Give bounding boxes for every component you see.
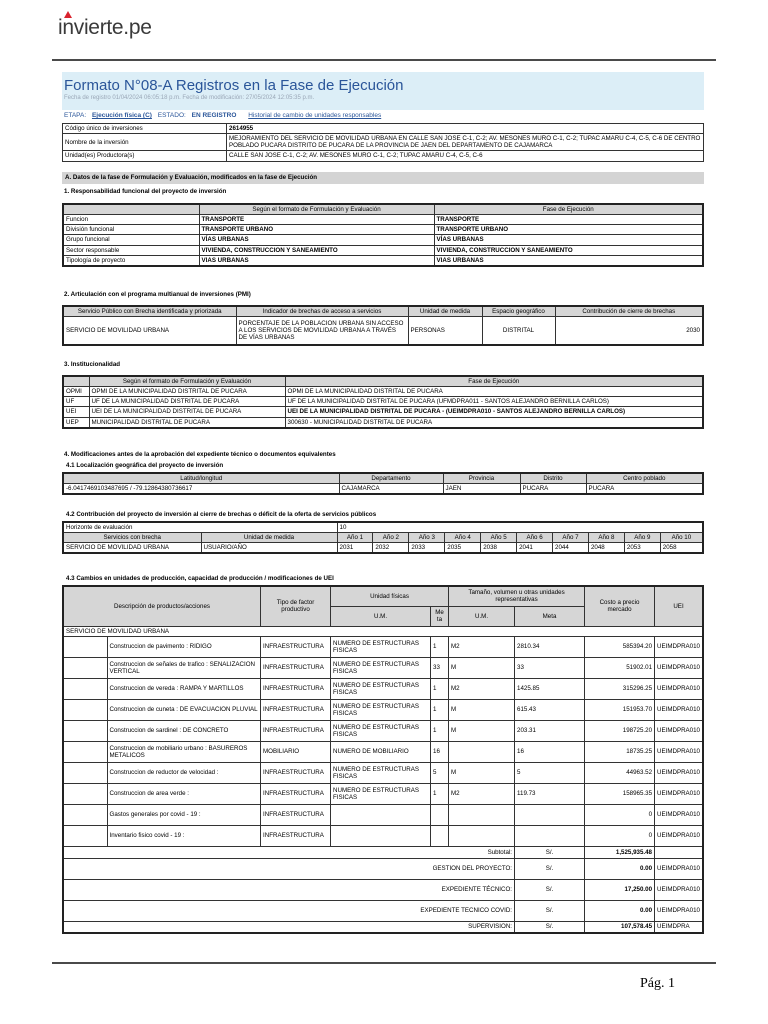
s42-header: Año 3 [409, 533, 445, 543]
total-uei [655, 846, 703, 858]
desc-cell: Construccion de señales de trafico : SENALIZACION VERTICAL [107, 657, 261, 678]
s43-header-um2: U.M. [449, 606, 515, 626]
row-label: UEI [63, 407, 89, 417]
total-currency: S/. [515, 900, 585, 921]
s42-header: Año 6 [517, 533, 553, 543]
table-row [63, 387, 703, 397]
item-row [63, 657, 703, 678]
tipo-cell: INFRAESTRUCTURA [261, 825, 331, 846]
ej-value: VÍAS URBANAS [434, 235, 703, 245]
distrito-cell: PUCARA [520, 484, 586, 495]
tipo-cell: INFRAESTRUCTURA [261, 762, 331, 783]
tipo-cell: INFRAESTRUCTURA [261, 657, 331, 678]
s42-title: 4.2 Contribución del proyecto de inversión al cierre de brechas o déficit de la oferta de servicios públicos [66, 511, 377, 518]
s41-table [62, 472, 704, 495]
desc-cell: Construccion de cuneta : DE EVACUACION PLUVIAL [107, 699, 261, 720]
meta-short-cell [431, 825, 449, 846]
uei-cell: UEIMDPRA010 [655, 804, 703, 825]
total-uei: UEIMDPRA010 [655, 879, 703, 900]
s43-header-um: U.M. [331, 606, 431, 626]
s3-blank-header [63, 376, 89, 387]
item-row [63, 636, 703, 657]
ej-value: VIVIENDA, CONSTRUCCION Y SANEAMIENTO [434, 245, 703, 255]
um2-cell [449, 825, 515, 846]
record-dates: Fecha de registro 01/04/2024 06:05:18 p.m. Fecha de modificación: 27/05/2024 12:05:35 p.m. [64, 95, 315, 101]
s42-header: Año 5 [481, 533, 517, 543]
tipo-cell: INFRAESTRUCTURA [261, 720, 331, 741]
s43-header-tipo: Tipo de factor productivo [261, 586, 331, 626]
fe-value: MUNICIPALIDAD DISTRITAL DE PUCARA [89, 417, 285, 428]
s42-header: Año 10 [660, 533, 703, 543]
indent-cell [63, 720, 107, 741]
indent-cell [63, 699, 107, 720]
costo-cell: 18735.25 [585, 741, 655, 762]
um-cell: NUMERO DE ESTRUCTURAS FISICAS [331, 699, 431, 720]
total-label: SUPERVISION: [63, 921, 515, 933]
s43-header-fisicas: Unidad físicas [331, 586, 449, 606]
costo-cell: 315296.25 [585, 678, 655, 699]
year-cell: 2044 [553, 543, 589, 554]
fe-value: UEI DE LA MUNICIPALIDAD DISTRITAL DE PUCARA [89, 407, 285, 417]
meta-short-cell: 1 [431, 720, 449, 741]
s43-header-costo: Costo a precio mercado [585, 586, 655, 626]
s2-header: Indicador de brechas de acceso a servicios [236, 306, 408, 317]
table-row [63, 407, 703, 417]
costo-cell: 0 [585, 825, 655, 846]
uei-cell: UEIMDPRA010 [655, 825, 703, 846]
info-value: 2614955 [227, 124, 704, 134]
logo-mark-icon [64, 11, 72, 18]
row-label: Grupo funcional [63, 235, 199, 245]
um2-cell: M2 [449, 678, 515, 699]
s42-header: Año 9 [624, 533, 660, 543]
item-row [63, 783, 703, 804]
bottom-divider [52, 962, 716, 964]
um2-cell: M [449, 720, 515, 741]
s43-header-uei: UEI [655, 586, 703, 626]
info-row [63, 124, 704, 134]
info-label: Unidad(es) Productora(s) [63, 151, 227, 161]
s1-blank-header [63, 204, 199, 215]
s1-title: 1. Responsabilidad funcional del proyecto de inversión [64, 188, 227, 195]
row-label: Funcion [63, 215, 199, 225]
s4-title: 4. Modificaciones antes de la aprobación del expediente técnico o documentos equivalentes [64, 451, 336, 458]
uei-cell: UEIMDPRA010 [655, 657, 703, 678]
total-row [63, 879, 703, 900]
um-cell: NUMERO DE ESTRUCTURAS FISICAS [331, 720, 431, 741]
s41-title: 4.1 Localización geográfica del proyecto de inversión [66, 462, 224, 469]
row-label: Tipología de proyecto [63, 255, 199, 266]
total-label: EXPEDIENTE TECNICO COVID: [63, 900, 515, 921]
uei-cell: UEIMDPRA010 [655, 678, 703, 699]
s43-title: 4.3 Cambios en unidades de producción, capacidad de producción / modificaciones de UEI [66, 575, 334, 582]
meta-cell [515, 825, 585, 846]
unidad-cell: USUARIO/AÑO [201, 543, 337, 554]
s42-header: Unidad de medida [201, 533, 337, 543]
year-cell: 2041 [517, 543, 553, 554]
departamento-cell: CAJAMARCA [339, 484, 443, 495]
desc-cell: Construccion de vereda : RAMPA Y MARTILLOS [107, 678, 261, 699]
um-cell: NUMERO DE ESTRUCTURAS FISICAS [331, 762, 431, 783]
fe-value: TRANSPORTE URBANO [199, 225, 434, 235]
etapa-value[interactable]: Ejecución física (C) [91, 112, 152, 119]
desc-cell: Construccion de pavimento : RIDIGO [107, 636, 261, 657]
section-a-heading: A. Datos de la fase de Formulación y Evaluación, modificados en la fase de Ejecución [62, 172, 704, 184]
fe-value: OPMI DE LA MUNICIPALIDAD DISTRITAL DE PUCARA [89, 387, 285, 397]
indent-cell [63, 657, 107, 678]
desc-cell: Construccion de area verde : [107, 783, 261, 804]
um-cell: NUMERO DE MOBILIARIO [331, 741, 431, 762]
s1-header-ej: Fase de Ejecución [434, 204, 703, 215]
um-cell: NUMERO DE ESTRUCTURAS FISICAS [331, 783, 431, 804]
um2-cell [449, 741, 515, 762]
costo-cell: 44963.52 [585, 762, 655, 783]
meta-short-cell: 1 [431, 678, 449, 699]
page-title: Formato N°08-A Registros en la Fase de Ejecución [64, 77, 404, 94]
desc-cell: Gastos generales por covid - 19 : [107, 804, 261, 825]
uei-cell: UEIMDPRA010 [655, 762, 703, 783]
s43-header-meta: Meta [515, 606, 585, 626]
table-row [63, 235, 703, 245]
total-label: EXPEDIENTE TÉCNICO: [63, 879, 515, 900]
tipo-cell: INFRAESTRUCTURA [261, 678, 331, 699]
total-label: GESTION DEL PROYECTO: [63, 858, 515, 879]
uei-cell: UEIMDPRA010 [655, 741, 703, 762]
s1-table [62, 203, 704, 267]
unidad-cell: PERSONAS [408, 317, 482, 345]
tipo-cell: INFRAESTRUCTURA [261, 699, 331, 720]
s2-title: 2. Articulación con el programa multianual de inversiones (PMI) [64, 291, 251, 298]
s3-header-fe: Según el formato de Formulación y Evaluación [89, 376, 285, 387]
meta-cell: 119.73 [515, 783, 585, 804]
total-value: 17,250.00 [585, 879, 655, 900]
contribucion-cell: 2030 [555, 317, 703, 345]
s43-header-desc: Descripción de productos/acciones [63, 586, 261, 626]
year-cell: 2058 [660, 543, 703, 554]
meta-cell: 16 [515, 741, 585, 762]
desc-cell: Construccion de reductor de velocidad : [107, 762, 261, 783]
s2-header: Contribución de cierre de brechas [555, 306, 703, 317]
total-row [63, 900, 703, 921]
indent-cell [63, 783, 107, 804]
total-currency: S/. [515, 879, 585, 900]
tipo-cell: MOBILIARIO [261, 741, 331, 762]
meta-short-cell: 1 [431, 636, 449, 657]
year-cell: 2053 [624, 543, 660, 554]
meta-cell: 615.43 [515, 699, 585, 720]
s3-title: 3. Institucionalidad [64, 361, 121, 368]
totals-body [63, 846, 703, 933]
indicador-cell: PORCENTAJE DE LA POBLACION URBANA SIN ACCESO A LOS SERVICIOS DE MOVILIDAD URBANA A TRAVÉS DE VÍAS URBANAS [236, 317, 408, 345]
items-body [63, 636, 703, 846]
um-cell [331, 804, 431, 825]
s3-header-ej: Fase de Ejecución [285, 376, 703, 387]
ej-value: OPMI DE LA MUNICIPALIDAD DISTRITAL DE PUCARA [285, 387, 703, 397]
total-currency: S/. [515, 858, 585, 879]
table-row [63, 215, 703, 225]
um2-cell: M2 [449, 636, 515, 657]
info-label: Nombre de la inversión [63, 134, 227, 151]
s3-table [62, 375, 704, 429]
s41-header: Distrito [520, 473, 586, 484]
costo-cell: 198725.20 [585, 720, 655, 741]
row-label: UF [63, 397, 89, 407]
s42-header: Servicios con brecha [63, 533, 201, 543]
info-table [62, 123, 704, 162]
info-row [63, 134, 704, 151]
invierte-logo [58, 16, 152, 40]
total-currency: S/. [515, 921, 585, 933]
ej-value: TRANSPORTE [434, 215, 703, 225]
group-row [63, 626, 703, 636]
total-currency: S/. [515, 846, 585, 858]
centro-poblado-cell: PUCARA [586, 484, 703, 495]
ej-value: UF DE LA MUNICIPALIDAD DISTRITAL DE PUCARA (UFMDPRA011 - SANTOS ALEJANDRO BERNILLA CARLOS) [285, 397, 703, 407]
group-label: SERVICIO DE MOVILIDAD URBANA [63, 626, 703, 636]
ej-value: VIAS URBANAS [434, 255, 703, 266]
tipo-cell: INFRAESTRUCTURA [261, 804, 331, 825]
item-row [63, 741, 703, 762]
year-cell: 2031 [337, 543, 373, 554]
um-cell: NUMERO DE ESTRUCTURAS FISICAS [331, 678, 431, 699]
fe-value: VÍAS URBANAS [199, 235, 434, 245]
costo-cell: 585394.20 [585, 636, 655, 657]
fe-value: UF DE LA MUNICIPALIDAD DISTRITAL DE PUCARA [89, 397, 285, 407]
s43-header-meta-short: Me ta [431, 606, 449, 626]
indent-cell [63, 825, 107, 846]
table-row [63, 225, 703, 235]
uei-cell: UEIMDPRA010 [655, 699, 703, 720]
info-label: Código único de inversiones [63, 124, 227, 134]
etapa-label: ETAPA: [64, 112, 87, 119]
s42-header: Año 1 [337, 533, 373, 543]
historial-link[interactable]: Historial de cambio de unidades responsables [248, 112, 382, 119]
s2-header: Unidad de medida [408, 306, 482, 317]
table-row [63, 317, 703, 345]
total-value: 1,525,935.48 [585, 846, 655, 858]
um2-cell: M [449, 762, 515, 783]
um2-cell [449, 804, 515, 825]
tipo-cell: INFRAESTRUCTURA [261, 636, 331, 657]
indent-cell [63, 678, 107, 699]
costo-cell: 151953.70 [585, 699, 655, 720]
total-label: Subtotal: [63, 846, 515, 858]
espacio-cell: DISTRITAL [482, 317, 555, 345]
s41-header: Latitud/longitud [63, 473, 339, 484]
total-row [63, 846, 703, 858]
meta-cell: 5 [515, 762, 585, 783]
item-row [63, 825, 703, 846]
table-row [63, 397, 703, 407]
s2-header: Servicio Público con Brecha identificada y priorizada [63, 306, 236, 317]
s42-header: Año 4 [445, 533, 481, 543]
um2-cell: M [449, 657, 515, 678]
table-row [63, 255, 703, 266]
meta-cell: 33 [515, 657, 585, 678]
ej-value: TRANSPORTE URBANO [434, 225, 703, 235]
page-number: Pág. 1 [640, 976, 675, 991]
meta-short-cell: 33 [431, 657, 449, 678]
total-value: 107,578.45 [585, 921, 655, 933]
total-value: 0.00 [585, 900, 655, 921]
info-row [63, 151, 704, 161]
estado-value: EN REGISTRO [191, 112, 237, 119]
costo-cell: 158965.35 [585, 783, 655, 804]
s43-table [62, 585, 704, 934]
uei-cell: UEIMDPRA010 [655, 720, 703, 741]
indent-cell [63, 636, 107, 657]
s1-header-fe: Según el formato de Formulación y Evaluación [199, 204, 434, 215]
year-cell: 2033 [409, 543, 445, 554]
tipo-cell: INFRAESTRUCTURA [261, 783, 331, 804]
costo-cell: 51902.01 [585, 657, 655, 678]
total-row [63, 921, 703, 933]
s41-header: Provincia [443, 473, 520, 484]
um-cell: NUMERO DE ESTRUCTURAS FISICAS [331, 636, 431, 657]
indent-cell [63, 804, 107, 825]
total-uei: UEIMDPRA [655, 921, 703, 933]
year-cell: 2048 [588, 543, 624, 554]
um2-cell: M2 [449, 783, 515, 804]
latlong-cell: -6.0417469103487695 / -79.12864380736617 [63, 484, 339, 495]
desc-cell: Construccion de mobiliario urbano : BASUREROS METALICOS [107, 741, 261, 762]
fe-value: VIAS URBANAS [199, 255, 434, 266]
s42-header: Año 8 [588, 533, 624, 543]
item-row [63, 699, 703, 720]
total-value: 0.00 [585, 858, 655, 879]
desc-cell: Construccion de sardinel : DE CONCRETO [107, 720, 261, 741]
total-uei: UEIMDPRA010 [655, 858, 703, 879]
fe-value: TRANSPORTE [199, 215, 434, 225]
row-label: UEP [63, 417, 89, 428]
meta-cell: 203.31 [515, 720, 585, 741]
total-row [63, 858, 703, 879]
fe-value: VIVIENDA, CONSTRUCCION Y SANEAMIENTO [199, 245, 434, 255]
ej-value: 300630 - MUNICIPALIDAD DISTRITAL DE PUCARA [285, 417, 703, 428]
um-cell: NUMERO DE ESTRUCTURAS FISICAS [331, 657, 431, 678]
horizonte-row [63, 522, 703, 533]
total-uei: UEIMDPRA010 [655, 900, 703, 921]
s2-table [62, 305, 704, 346]
item-row [63, 678, 703, 699]
s42-table [62, 521, 704, 554]
s41-header: Centro poblado [586, 473, 703, 484]
ej-value: UEI DE LA MUNICIPALIDAD DISTRITAL DE PUCARA - (UEIMDPRA010 - SANTOS ALEJANDRO BERNILLA CARLOS) [285, 407, 703, 417]
table-row [63, 245, 703, 255]
row-label: Sector responsable [63, 245, 199, 255]
s42-header: Año 2 [373, 533, 409, 543]
um2-cell: M [449, 699, 515, 720]
indent-cell [63, 741, 107, 762]
costo-cell: 0 [585, 804, 655, 825]
servicio-cell: SERVICIO DE MOVILIDAD URBANA [63, 543, 201, 554]
table-row [63, 484, 703, 495]
top-divider [52, 59, 716, 61]
s2-header: Espacio geográfico [482, 306, 555, 317]
desc-cell: Inventario fisico covid - 19 : [107, 825, 261, 846]
horizonte-value: 10 [337, 522, 703, 533]
info-value: MEJORAMIENTO DEL SERVICIO DE MOVILIDAD URBANA EN CALLE SAN JOSE C-1, C-2; AV. MESONES MURO C-1, C-2; TUPAC AMARU C-4, C-5, C-6 DE CENTRO POBLADO PUCARA DISTRITO DE PUCARA DE LA PROVINCIA DE JAEN DEL DEPARTAMENTO DE CAJAMARCA [227, 134, 704, 151]
indent-cell [63, 762, 107, 783]
row-label: División funcional [63, 225, 199, 235]
s43-header-tamano: Tamaño, volumen u otras unidades representativas [449, 586, 585, 606]
meta-short-cell: 16 [431, 741, 449, 762]
info-value: CALLE SAN JOSE C-1, C-2; AV. MESONES MURO C-1, C-2; TUPAC AMARU C-4, C-5, C-6 [227, 151, 704, 161]
uei-cell: UEIMDPRA010 [655, 636, 703, 657]
servicio-cell: SERVICIO DE MOVILIDAD URBANA [63, 317, 236, 345]
estado-label: ESTADO: [157, 112, 186, 119]
uei-cell: UEIMDPRA010 [655, 783, 703, 804]
meta-short-cell [431, 804, 449, 825]
meta-short-cell: 1 [431, 699, 449, 720]
s42-header: Año 7 [553, 533, 589, 543]
etapa-row [64, 112, 385, 119]
table-row [63, 543, 703, 554]
year-cell: 2038 [481, 543, 517, 554]
item-row [63, 804, 703, 825]
horizonte-label: Horizonte de evaluación [63, 522, 337, 533]
meta-short-cell: 1 [431, 783, 449, 804]
row-label: OPMI [63, 387, 89, 397]
table-row [63, 417, 703, 428]
year-cell: 2035 [445, 543, 481, 554]
logo-text: invierte.pe [58, 16, 152, 39]
meta-cell: 2810.34 [515, 636, 585, 657]
meta-cell: 1425.85 [515, 678, 585, 699]
meta-short-cell: 5 [431, 762, 449, 783]
um-cell [331, 825, 431, 846]
s41-header: Departamento [339, 473, 443, 484]
meta-cell [515, 804, 585, 825]
item-row [63, 762, 703, 783]
provincia-cell: JAEN [443, 484, 520, 495]
year-cell: 2032 [373, 543, 409, 554]
item-row [63, 720, 703, 741]
